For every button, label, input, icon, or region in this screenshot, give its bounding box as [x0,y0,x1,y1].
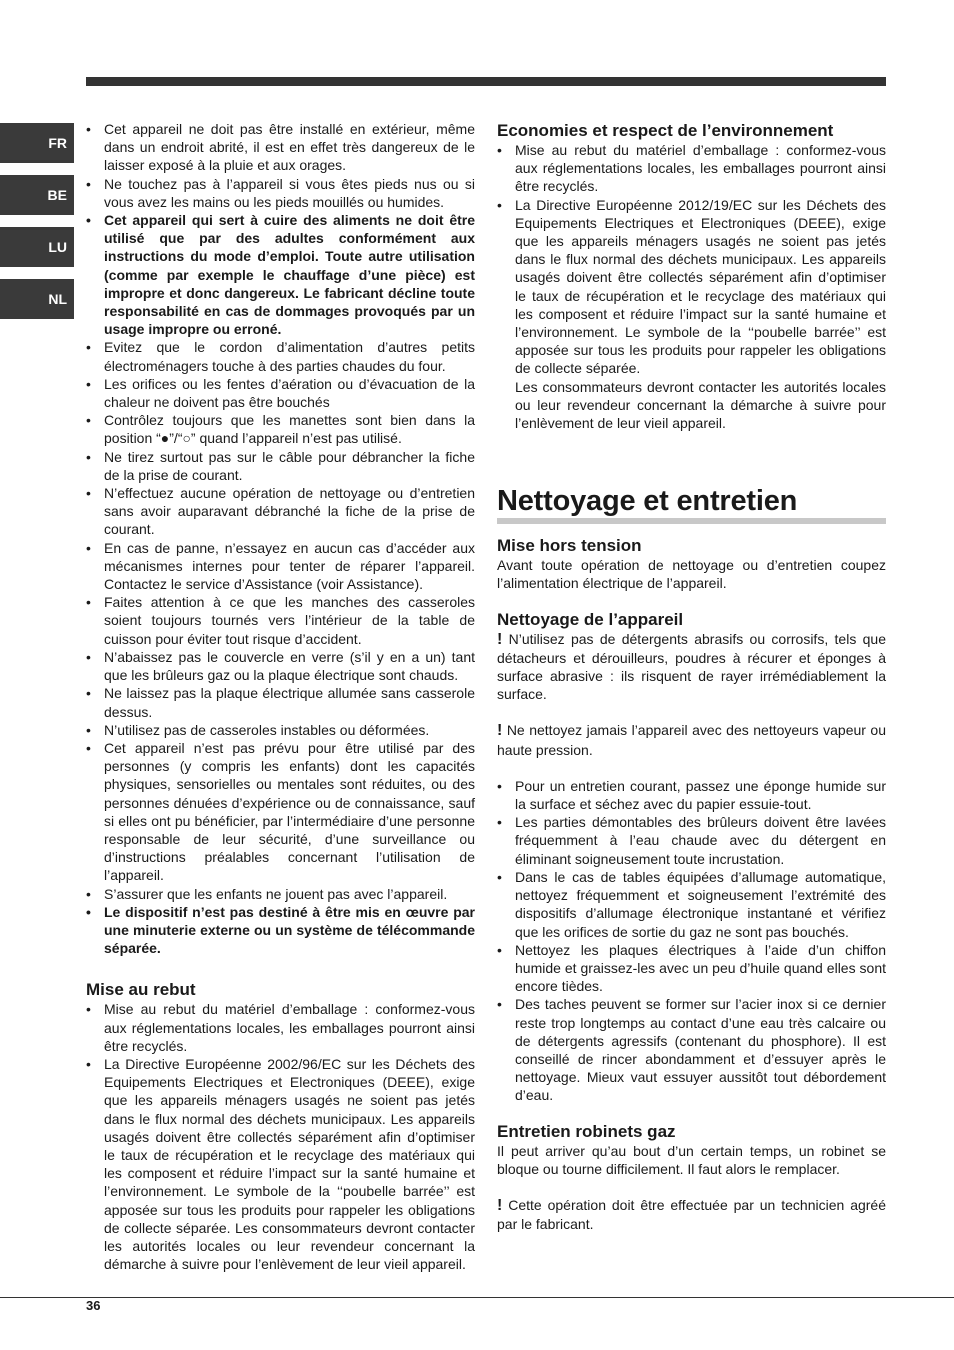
list-item: • Ne touchez pas à l’appareil si vous êtes pieds nus ou si vous avez les mains ou les pieds mouillés ou humides. [86,175,475,211]
list-item: • Des taches peuvent se former sur l’acier inox si ce dernier reste trop longtemps au contact d’une eau très calcaire ou de détergents agressifs (contenant du phosphore). Il est conseillé de rincer abondamment et d’essuyer après le nettoyage. Mieux vaut essuyer aussitôt tout débordement d’eau. [497,995,886,1104]
eco-heading: Economies et respect de l’environnement [497,121,834,140]
list-item: • N’utilisez pas de casseroles instables ou déformées. [86,721,475,739]
cleaning-list [497,777,886,1105]
list-item [497,196,886,433]
list-item: • Cet appareil qui sert à cuire des aliments ne doit être utilisé que par des adultes conformément aux instructions du mode d’emploi. Toute autre utilisation (comme par exemple le chauffage d’une pièce) est impropre et donc dangereux. Le fabricant décline toute responsabilité en cas de dommages provoqués par un usage impropre ou erroné. [86,211,475,338]
rebut-list [86,1000,475,1273]
warning-technician: ! Cette opération doit être effectuée par un technicien agréé par le fabricant. [497,1196,886,1233]
footer-rule [0,1297,954,1298]
list-item: • Le dispositif n’est pas destiné à être mis en œuvre par une minuterie externe ou un système de télécommande séparée. [86,903,475,958]
list-item: • Cet appareil n’est pas prévu pour être utilisé par des personnes (y compris les enfants) dont les capacités physiques, sensorielles ou mentales sont réduites, ou des personnes dénuées d’expérience ou de connaissance, sauf si elles ont pu bénéficier, par l’intermédiaire d’une personne responsable de leur sécurité, d’une surveillance ou d’instructions préalables concernant l’utilisation de l’appareil. [86,739,475,885]
page-title: Nettoyage et entretien [497,484,886,524]
list-item: • Contrôlez toujours que les manettes sont bien dans la position “●”/“○” quand l’appareil n’est pas utilisé. [86,411,475,447]
robinets-text: Il peut arriver qu’au bout d’un certain temps, un robinet se bloque ou tourne difficilement. Il faut alors le remplacer. [497,1142,886,1177]
page-number: 36 [86,1298,101,1313]
list-item: • Ne tirez surtout pas sur le câble pour débrancher la fiche de la prise de courant. [86,448,475,484]
header-bar [86,77,886,86]
language-tabs [0,123,74,331]
warning-icon: ! [497,722,503,740]
safety-list [86,120,475,957]
nettoyage-heading: Nettoyage de l’appareil [497,609,684,629]
eco-item2-text: La Directive Européenne 2012/19/EC sur les Déchets des Equipements Electriques et Electroniques (DEEE), exige que les appareils ménagers usagés ne soient pas jetés dans le flux normal des déchets municipaux. Les appareils usagés doivent être collectés séparément afin d’optimiser le taux de récupération et le recyclage des matériaux qui les composent et réduire l’impact sur la santé humaine et l’environnement. Le symbole de la ‘‘poubelle barrée’’ est apposée sur tous les produits pour rappeler les obligations de collecte séparée. [515,196,886,377]
warning-steam: ! Ne nettoyez jamais l’appareil avec des nettoyeurs vapeur ou haute pression. [497,722,886,758]
lang-tab-be: BE [0,175,74,215]
mise-hors-tension-heading: Mise hors tension [497,536,642,556]
warning-abrasive: ! N’utilisez pas de détergents abrasifs ou corrosifs, tels que détacheurs et dérouilleurs, poudres à récurer et éponges à surface abrasive : ils risquent de rayer irrémédiablement la surface. [497,630,886,703]
list-item: • Nettoyez les plaques électriques à l’aide d’un chiffon humide et graissez-les avec un peu d’huile quand elles sont encore tièdes. [497,941,886,996]
rebut-heading: Mise au rebut [86,980,196,1000]
list-item: • Mise au rebut du matériel d’emballage : conformez-vous aux réglementations locales, les emballages pourront ainsi être recyclés. [86,1000,475,1055]
list-item: • Cet appareil ne doit pas être installé en extérieur, même dans un endroit abrité, il est en effet très dangereux de le laisser exposé à la pluie et aux orages. [86,120,475,175]
lang-tab-fr: FR [0,123,74,163]
lang-tab-lu: LU [0,227,74,267]
left-column [86,120,475,1273]
list-item: • N’effectuez aucune opération de nettoyage ou d’entretien sans avoir auparavant débranché la fiche de la prise de courant. [86,484,475,539]
eco-list [497,141,886,432]
list-item: • N’abaissez pas le couvercle en verre (s’il y en a un) tant que les brûleurs gaz ou la plaque électrique sont chauds. [86,648,475,684]
list-item: • Faites attention à ce que les manches des casseroles soient toujours tournés vers l’intérieur de la table de cuisson pour éviter tout risque d’accident. [86,593,475,648]
list-item: • Dans le cas de tables équipées d’allumage automatique, nettoyez fréquemment et soigneusement l’extrémité des dispositifs d’allumage électronique instantané et vérifiez que les orifices de sortie du gaz ne sont pas bouchés. [497,868,886,941]
lang-tab-nl: NL [0,279,74,319]
right-column [497,120,886,1233]
mise-hors-tension-text: Avant toute opération de nettoyage ou d’entretien coupez l’alimentation électrique de l’appareil. [497,557,886,592]
warning-icon: ! [497,630,503,648]
list-item: • Mise au rebut du matériel d’emballage : conformez-vous aux réglementations locales, les emballages pourront ainsi être recyclés. [497,141,886,196]
list-item: • Pour un entretien courant, passez une éponge humide sur la surface et séchez avec du papier essuie-tout. [497,777,886,813]
eco-item2-contact: Les consommateurs devront contacter les autorités locales ou leur revendeur concernant la démarche à suivre pour l’enlèvement de leur vieil appareil. [515,378,886,432]
list-item: • Les orifices ou les fentes d’aération ou d’évacuation de la chaleur ne doivent pas être bouchés [86,375,475,411]
warning-icon: ! [497,1196,503,1214]
list-item: • S’assurer que les enfants ne jouent pas avec l’appareil. [86,885,475,903]
list-item: • En cas de panne, n’essayez en aucun cas d’accéder aux mécanismes internes pour tenter de réparer l’appareil. Contactez le service d’Assistance (voir Assistance). [86,539,475,594]
list-item: • La Directive Européenne 2002/96/EC sur les Déchets des Equipements Electriques et Electroniques (DEEE), exige que les appareils ménagers usagés ne soient pas jetés dans le flux normal des déchets municipaux. Les appareils usagés doivent être collectés séparément afin d’optimiser le taux de récupération et le recyclage des matériaux qui les composent et réduire l’impact sur la santé humaine et l’environnement. Le symbole de la ‘‘poubelle barrée’’ est apposée sur tous les produits pour rappeler les obligations de collecte séparée. Les consommateurs devront contacter les autorités locales ou leur revendeur concernant la démarche à suivre pour l’enlèvement de leur vieil appareil. [86,1055,475,1273]
list-item: • Les parties démontables des brûleurs doivent être lavées fréquemment à l’eau chaude avec du détergent en éliminant soigneusement toute incrustation. [497,813,886,868]
robinets-heading: Entretien robinets gaz [497,1121,676,1141]
list-item: • Ne laissez pas la plaque électrique allumée sans casserole dessus. [86,684,475,720]
list-item: • Evitez que le cordon d’alimentation d’autres petits électroménagers touche à des parties chaudes du four. [86,338,475,374]
